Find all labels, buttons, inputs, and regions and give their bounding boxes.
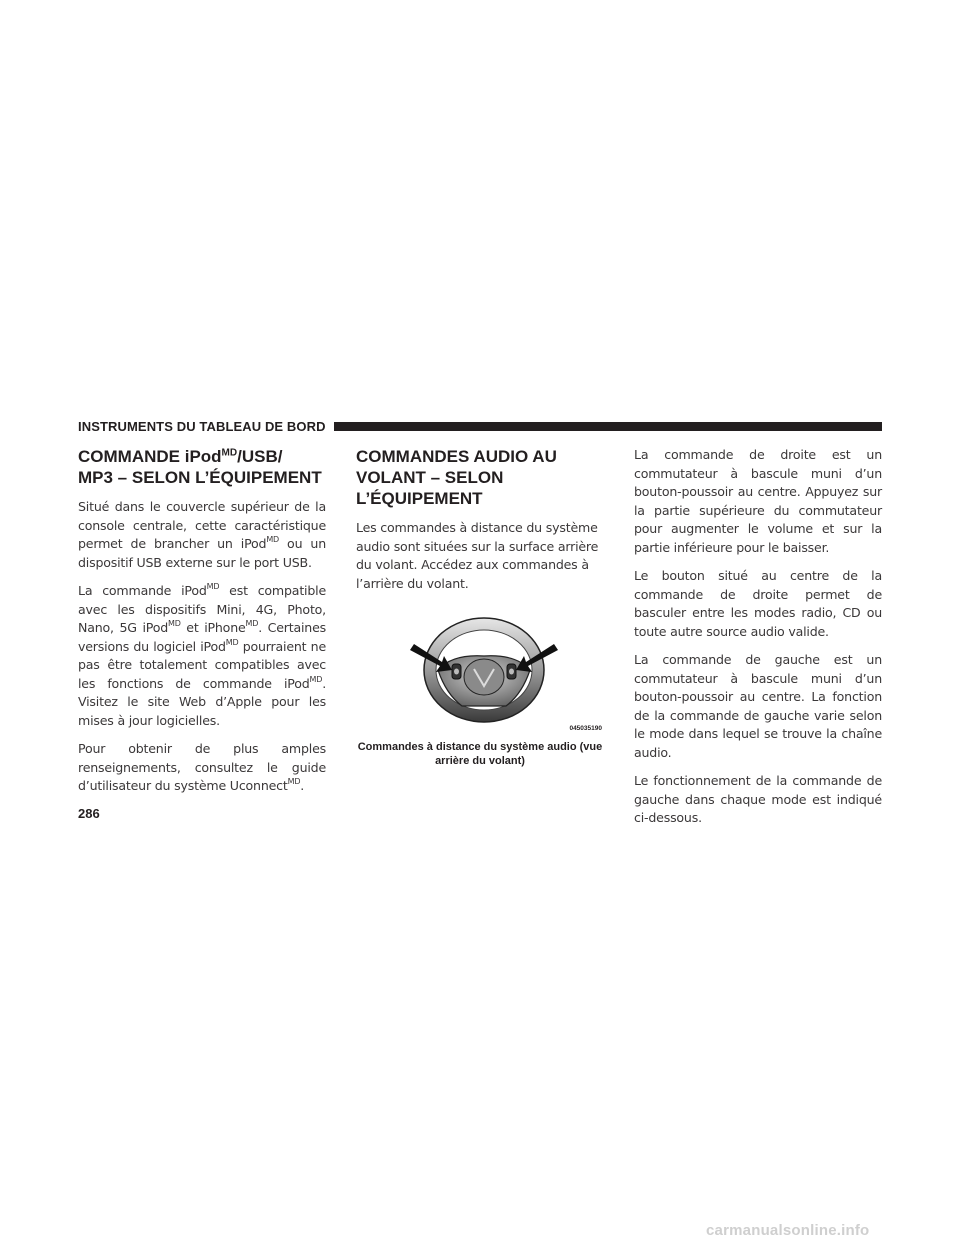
paragraph-right-control: La commande de droite est un commutateur à bascule muni d’un bouton-poussoir au centre. Appuyez sur la partie supérieure du commutateur pour augmenter le volume et sur la partie inférieure pour le baisser. [634, 447, 882, 555]
paragraph-steering-controls-location: Les commandes à distance du système audio sont situées sur la surface arrière du volant. Accédez aux commandes à l’arrière du volant. [356, 520, 599, 591]
steering-wheel-illustration [356, 614, 604, 734]
paragraph-right-center-button: Le bouton situé au centre de la commande de droite permet de basculer entre les modes radio, CD ou toute autre source audio valide. [634, 568, 882, 639]
page-number: 286 [78, 806, 100, 821]
heading-steering-audio-controls: COMMANDES AUDIO AU VOLANT – SELON L’ÉQUIPEMENT [356, 447, 557, 508]
figure-code: 045035190 [569, 725, 602, 732]
section-header [78, 418, 882, 434]
section-header-title: INSTRUMENTS DU TABLEAU DE BORD [78, 418, 326, 434]
paragraph-uconnect-guide: Pour obtenir de plus amples renseignements, consultez le guide d’utilisateur du système Uconnect$^{MD}$. [78, 741, 326, 793]
column-left [78, 446, 326, 806]
column-middle [356, 446, 604, 603]
column-right [634, 446, 882, 838]
paragraph-ipod-location: Situé dans le couvercle supérieur de la console centrale, cette caractéristique permet de brancher un iPod$^{MD}$ ou un dispositif USB externe sur le port USB. [78, 499, 326, 570]
figure-caption: Commandes à distance du système audio (vue arrière du volant) [357, 741, 603, 767]
watermark: carmanualsonline.info [706, 1222, 870, 1239]
paragraph-ipod-compatibility: La commande iPod$^{MD}$ est compatible avec les dispositifs Mini, 4G, Photo, Nano, 5G iPod$^{MD}$ et iPhone$^{MD}$. Certaines versions du logiciel iPod$^{MD}$ pourraient ne pas être totalement compatibles avec les fonctions de commande iPod$^{MD}$. Visitez le site Web d’Apple pour les mises à jour logicielles. [78, 582, 326, 728]
paragraph-left-control-modes: Le fonctionnement de la commande de gauche dans chaque mode est indiqué ci-dessous. [634, 773, 882, 825]
paragraph-left-control: La commande de gauche est un commutateur à bascule muni d’un bouton-poussoir au centre. La fonction de la commande de gauche varie selon le mode dans lequel se trouve la chaîne audio. [634, 652, 882, 760]
heading-ipod-usb-mp3: COMMANDE iPod$^{MD}$/USB/ MP3 – SELON L’ÉQUIPEMENT [78, 447, 322, 487]
steering-wheel-figure [356, 614, 604, 734]
header-rule [334, 422, 882, 431]
